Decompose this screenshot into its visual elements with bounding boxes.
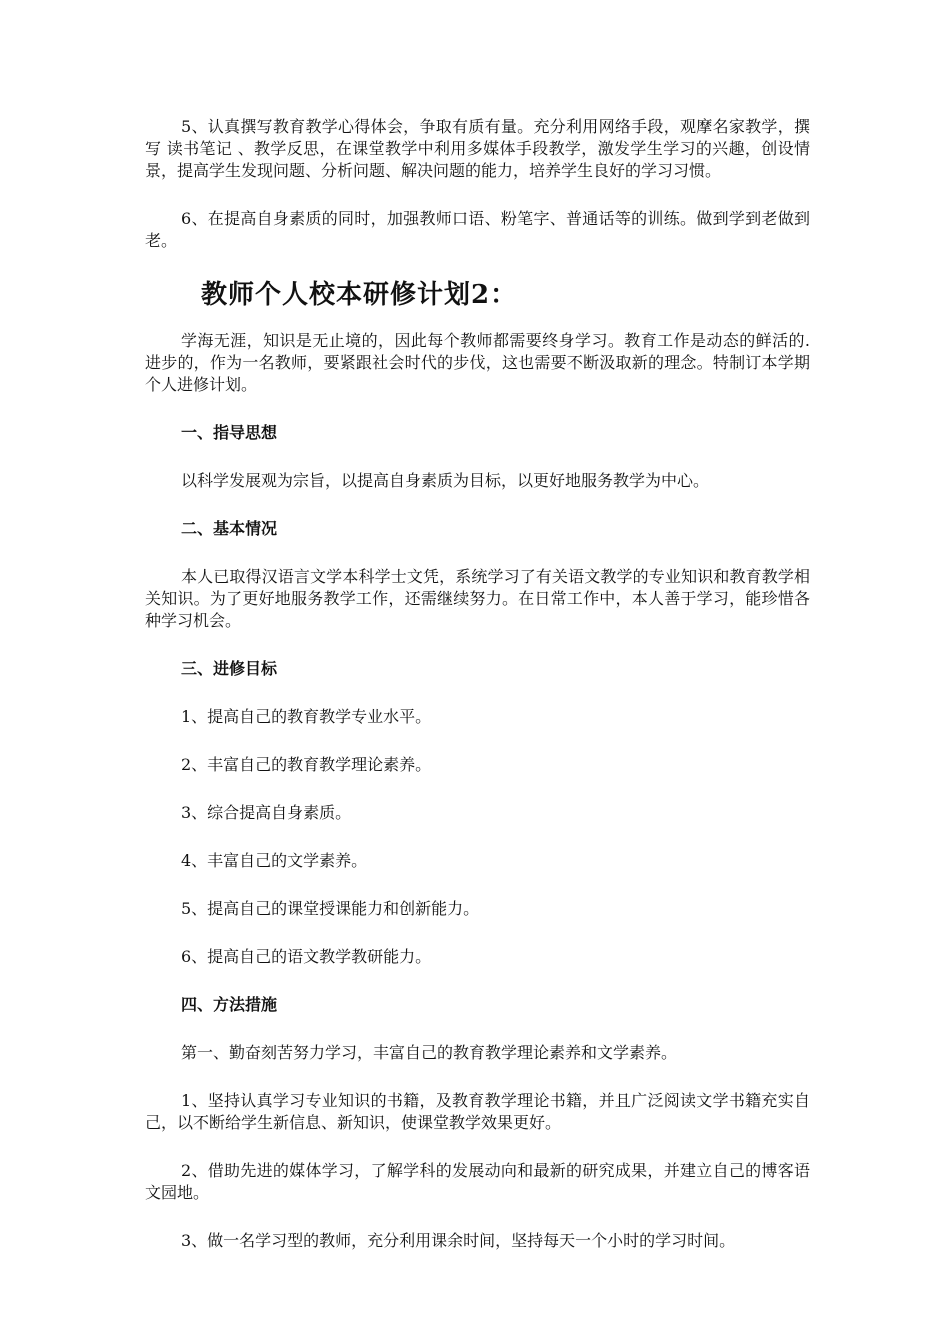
heading-guiding: 一、指导思想 <box>181 423 278 442</box>
goal-item: 2、丰富自己的教育教学理论素养。 <box>181 755 432 774</box>
goal-item: 5、提高自己的课堂授课能力和创新能力。 <box>181 899 480 918</box>
goal-item: 1、提高自己的教育教学专业水平。 <box>181 707 432 726</box>
heading-goals: 三、进修目标 <box>181 659 278 678</box>
section-title: 教师个人校本研修计划2： <box>201 280 518 310</box>
goal-item: 3、综合提高自身素质。 <box>181 803 352 822</box>
goal-item: 6、提高自己的语文教学教研能力。 <box>181 947 432 966</box>
goal-item: 4、丰富自己的文学素养。 <box>181 851 368 870</box>
heading-basic: 二、基本情况 <box>181 519 278 538</box>
document-page <box>145 116 810 1252</box>
guiding-text: 以科学发展观为宗旨，以提高自身素质为目标，以更好地服务教学为中心。 <box>181 471 710 490</box>
basic-text: 本人已取得汉语言文学本科学士文凭，系统学习了有关语文教学的专业知识和教育教学相关知识。为了更好地服务教学工作，还需继续努力。在日常工作中，本人善于学习，能珍惜各种学习机会。 <box>145 567 810 630</box>
paragraph-item-5: 5、认真撰写教育教学心得体会，争取有质有量。充分利用网络手段，观摩名家教学，撰写 读书笔记 、教学反思，在课堂教学中利用多媒体手段教学，激发学生学习的兴趣，创设情景，提高学生发现问题、分析问题、解决问题的能力，培养学生良好的学习习惯。 <box>145 117 810 180</box>
heading-methods: 四、方法措施 <box>181 995 278 1014</box>
method-item: 3、做一名学习型的教师，充分利用课余时间，坚持每天一个小时的学习时间。 <box>181 1231 736 1250</box>
methods-first: 第一、勤奋刻苦努力学习，丰富自己的教育教学理论素养和文学素养。 <box>181 1043 678 1062</box>
intro-paragraph: 学海无涯，知识是无止境的，因此每个教师都需要终身学习。教育工作是动态的鲜活的.进步的，作为一名教师，要紧跟社会时代的步伐，这也需要不断汲取新的理念。特制订本学期个人进修计划。 <box>145 331 810 394</box>
paragraph-item-6: 6、在提高自身素质的同时，加强教师口语、粉笔字、普通话等的训练。做到学到老做到老。 <box>145 209 810 250</box>
method-item: 2、借助先进的媒体学习，了解学科的发展动向和最新的研究成果，并建立自己的博客语文园地。 <box>145 1161 810 1202</box>
method-item: 1、坚持认真学习专业知识的书籍，及教育教学理论书籍，并且广泛阅读文学书籍充实自己，以不断给学生新信息、新知识，使课堂教学效果更好。 <box>145 1091 810 1132</box>
